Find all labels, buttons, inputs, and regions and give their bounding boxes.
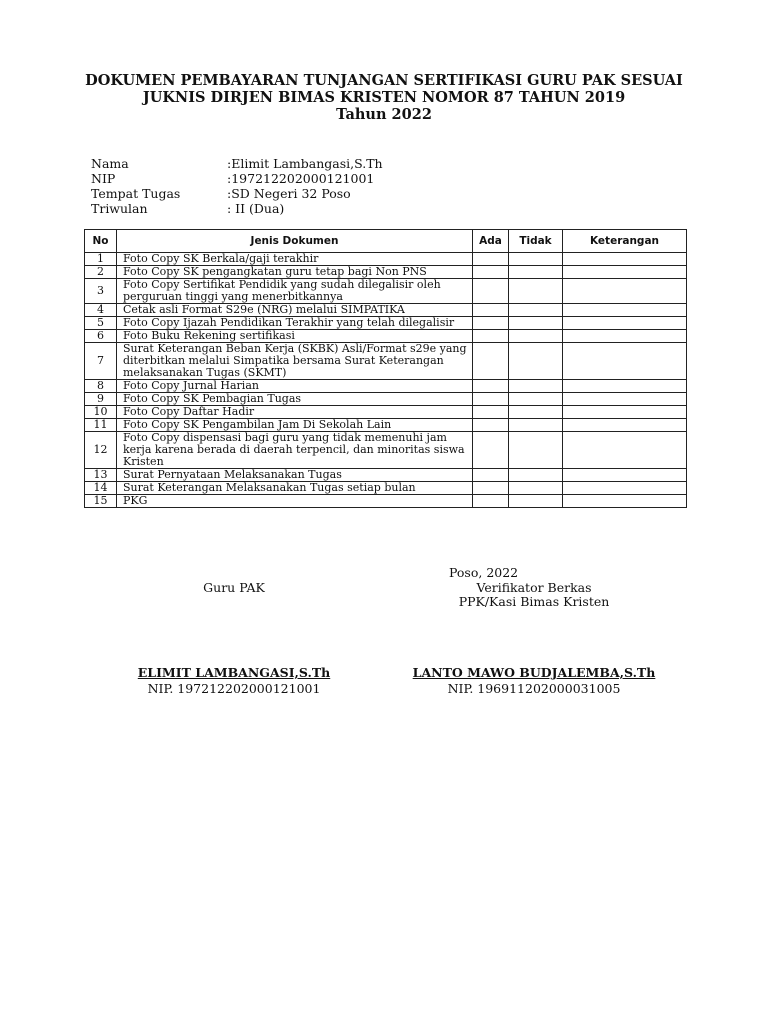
document-title bbox=[0, 72, 768, 123]
right-signer-role-1: Verifikator Berkas bbox=[476, 580, 592, 595]
table-row bbox=[85, 343, 687, 380]
table-row bbox=[85, 432, 687, 469]
row-tidak-cell bbox=[509, 482, 563, 495]
info-row-nip bbox=[91, 171, 383, 186]
row-tidak-cell bbox=[509, 406, 563, 419]
row-ada-cell bbox=[473, 406, 509, 419]
row-document-name: Foto Copy SK Pembagian Tugas bbox=[117, 393, 473, 406]
row-document-name: Foto Copy Ijazah Pendidikan Terakhir yang telah dilegalisir bbox=[117, 317, 473, 330]
info-value: :SD Negeri 32 Poso bbox=[227, 186, 351, 201]
row-tidak-cell bbox=[509, 266, 563, 279]
row-tidak-cell bbox=[509, 253, 563, 266]
row-keterangan-cell bbox=[563, 253, 687, 266]
row-ada-cell bbox=[473, 432, 509, 469]
row-document-name: Foto Copy Jurnal Harian bbox=[117, 380, 473, 393]
row-number: 8 bbox=[85, 380, 117, 393]
row-keterangan-cell bbox=[563, 393, 687, 406]
header-no: No bbox=[85, 230, 117, 253]
row-ada-cell bbox=[473, 279, 509, 304]
left-signer-name: ELIMIT LAMBANGASI,S.Th bbox=[137, 665, 331, 680]
row-tidak-cell bbox=[509, 380, 563, 393]
row-keterangan-cell bbox=[563, 343, 687, 380]
row-number: 10 bbox=[85, 406, 117, 419]
table-header-row bbox=[85, 230, 687, 253]
row-tidak-cell bbox=[509, 279, 563, 304]
identity-info bbox=[91, 156, 383, 216]
info-label: Tempat Tugas bbox=[91, 186, 181, 201]
row-number: 13 bbox=[85, 469, 117, 482]
row-ada-cell bbox=[473, 469, 509, 482]
row-document-name: Foto Copy dispensasi bagi guru yang tidak memenuhi jam kerja karena berada di daerah terpencil, dan minoritas siswa Kristen bbox=[117, 432, 473, 469]
row-ada-cell bbox=[473, 330, 509, 343]
row-keterangan-cell bbox=[563, 406, 687, 419]
row-tidak-cell bbox=[509, 419, 563, 432]
title-line-1: DOKUMEN PEMBAYARAN TUNJANGAN SERTIFIKASI GURU PAK SESUAI bbox=[85, 72, 683, 89]
table-row bbox=[85, 304, 687, 317]
row-keterangan-cell bbox=[563, 419, 687, 432]
row-document-name: Foto Copy SK Pengambilan Jam Di Sekolah Lain bbox=[117, 419, 473, 432]
table-row bbox=[85, 253, 687, 266]
row-number: 5 bbox=[85, 317, 117, 330]
row-document-name: Cetak asli Format S29e (NRG) melalui SIMPATIKA bbox=[117, 304, 473, 317]
info-label: NIP bbox=[91, 171, 116, 186]
title-line-3: Tahun 2022 bbox=[336, 106, 432, 123]
info-row-tempat-tugas bbox=[91, 186, 383, 201]
row-keterangan-cell bbox=[563, 304, 687, 317]
left-signer-role: Guru PAK bbox=[203, 580, 265, 595]
row-keterangan-cell bbox=[563, 317, 687, 330]
row-ada-cell bbox=[473, 482, 509, 495]
row-tidak-cell bbox=[509, 343, 563, 380]
info-value: :197212202000121001 bbox=[227, 171, 375, 186]
info-label: Nama bbox=[91, 156, 129, 171]
row-keterangan-cell bbox=[563, 469, 687, 482]
row-document-name: Foto Buku Rekening sertifikasi bbox=[117, 330, 473, 343]
table-row bbox=[85, 482, 687, 495]
row-ada-cell bbox=[473, 495, 509, 508]
info-row-nama bbox=[91, 156, 383, 171]
row-document-name: Foto Copy Daftar Hadir bbox=[117, 406, 473, 419]
header-jenis-dokumen: Jenis Dokumen bbox=[117, 230, 473, 253]
row-keterangan-cell bbox=[563, 482, 687, 495]
row-number: 4 bbox=[85, 304, 117, 317]
row-document-name: Surat Keterangan Beban Kerja (SKBK) Asli/Format s29e yang diterbitkan melalui Simpatika bersama Surat Keterangan melaksanakan Tugas (SKMT) bbox=[117, 343, 473, 380]
row-number: 12 bbox=[85, 432, 117, 469]
info-value: : II (Dua) bbox=[227, 201, 285, 216]
row-ada-cell bbox=[473, 266, 509, 279]
row-keterangan-cell bbox=[563, 380, 687, 393]
row-number: 15 bbox=[85, 495, 117, 508]
row-document-name: Foto Copy Sertifikat Pendidik yang sudah dilegalisir oleh perguruan tinggi yang menerbitkannya bbox=[117, 279, 473, 304]
header-tidak: Tidak bbox=[509, 230, 563, 253]
left-signer-nip: NIP. 197212202000121001 bbox=[147, 681, 321, 696]
row-tidak-cell bbox=[509, 330, 563, 343]
title-line-2: JUKNIS DIRJEN BIMAS KRISTEN NOMOR 87 TAHUN 2019 bbox=[142, 89, 626, 106]
row-tidak-cell bbox=[509, 432, 563, 469]
place-date: Poso, 2022 bbox=[449, 565, 519, 580]
row-tidak-cell bbox=[509, 304, 563, 317]
row-ada-cell bbox=[473, 317, 509, 330]
row-number: 9 bbox=[85, 393, 117, 406]
info-value: :Elimit Lambangasi,S.Th bbox=[227, 156, 383, 171]
row-keterangan-cell bbox=[563, 266, 687, 279]
document-checklist-table bbox=[84, 229, 687, 508]
table-row bbox=[85, 279, 687, 304]
row-number: 2 bbox=[85, 266, 117, 279]
row-ada-cell bbox=[473, 304, 509, 317]
row-ada-cell bbox=[473, 253, 509, 266]
row-number: 3 bbox=[85, 279, 117, 304]
right-signer-name: LANTO MAWO BUDJALEMBA,S.Th bbox=[412, 665, 656, 680]
row-number: 11 bbox=[85, 419, 117, 432]
row-document-name: Foto Copy SK pengangkatan guru tetap bagi Non PNS bbox=[117, 266, 473, 279]
row-document-name: Surat Keterangan Melaksanakan Tugas setiap bulan bbox=[117, 482, 473, 495]
table-row bbox=[85, 495, 687, 508]
table-body bbox=[85, 253, 687, 508]
row-keterangan-cell bbox=[563, 432, 687, 469]
row-ada-cell bbox=[473, 380, 509, 393]
table-row bbox=[85, 266, 687, 279]
row-document-name: PKG bbox=[117, 495, 473, 508]
row-document-name: Foto Copy SK Berkala/gaji terakhir bbox=[117, 253, 473, 266]
row-tidak-cell bbox=[509, 469, 563, 482]
row-number: 14 bbox=[85, 482, 117, 495]
right-signer-nip: NIP. 196911202000031005 bbox=[447, 681, 621, 696]
info-label: Triwulan bbox=[91, 201, 148, 216]
row-document-name: Surat Pernyataan Melaksanakan Tugas bbox=[117, 469, 473, 482]
row-keterangan-cell bbox=[563, 279, 687, 304]
table-row bbox=[85, 419, 687, 432]
info-row-triwulan bbox=[91, 201, 383, 216]
row-tidak-cell bbox=[509, 393, 563, 406]
table-row bbox=[85, 469, 687, 482]
table-row bbox=[85, 393, 687, 406]
row-number: 1 bbox=[85, 253, 117, 266]
header-keterangan: Keterangan bbox=[563, 230, 687, 253]
row-keterangan-cell bbox=[563, 495, 687, 508]
right-signer-role-2: PPK/Kasi Bimas Kristen bbox=[458, 594, 610, 609]
row-ada-cell bbox=[473, 393, 509, 406]
row-keterangan-cell bbox=[563, 330, 687, 343]
table-row bbox=[85, 317, 687, 330]
row-tidak-cell bbox=[509, 495, 563, 508]
header-ada: Ada bbox=[473, 230, 509, 253]
row-number: 7 bbox=[85, 343, 117, 380]
row-ada-cell bbox=[473, 419, 509, 432]
table-row bbox=[85, 380, 687, 393]
table-row bbox=[85, 406, 687, 419]
table-row bbox=[85, 330, 687, 343]
row-tidak-cell bbox=[509, 317, 563, 330]
row-ada-cell bbox=[473, 343, 509, 380]
row-number: 6 bbox=[85, 330, 117, 343]
